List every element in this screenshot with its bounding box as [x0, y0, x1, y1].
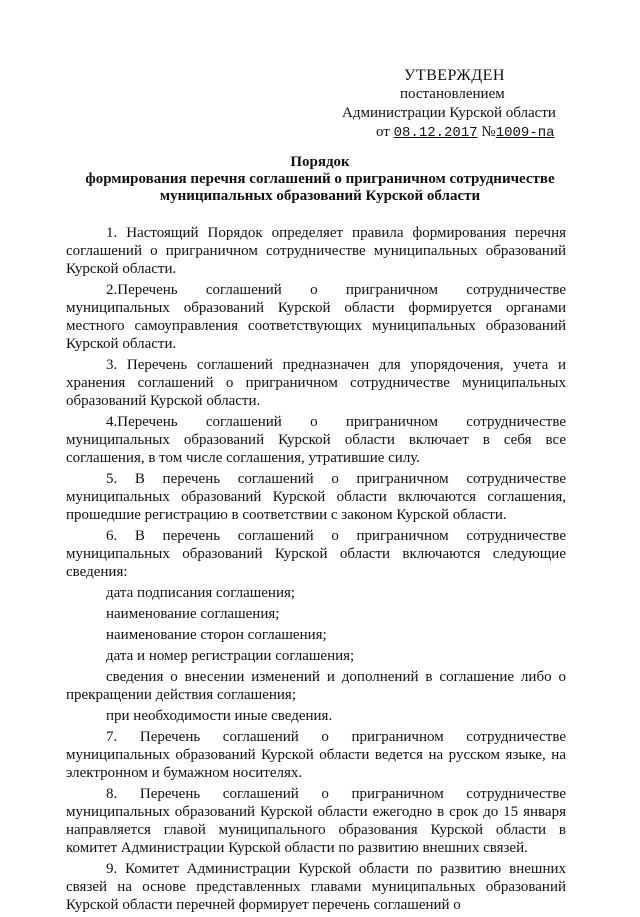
list-item-other: при необходимости иные сведения. [106, 708, 333, 724]
paragraph-6: 6. В перечень соглашений о приграничном сотрудничестве муниципальных образований Курской области включаются следующие сведения: [66, 528, 566, 580]
paragraph-8: 8. Перечень соглашений о приграничном сотрудничестве муниципальных образований Курской области ежегодно в срок до 15 января направляется главой муниципального образования Курской области в комитет Администрации Курской области по развитию внешних связей. [66, 786, 566, 856]
approval-title: УТВЕРЖДЕН [404, 67, 505, 84]
paragraph-9: 9. Комитет Администрации Курской области по развитию внешних связей на основе представленных главами муниципальных образований Курской области перечней формирует перечень соглашений о [66, 861, 566, 913]
approval-date-line [340, 123, 580, 143]
paragraph-3: 3. Перечень соглашений предназначен для упорядочения, учета и хранения соглашений о приграничном сотрудничестве муниципальных образований Курской области. [66, 357, 566, 409]
approval-line-administration: Администрации Курской области [342, 105, 556, 121]
paragraph-5: 5. В перечень соглашений о приграничном сотрудничестве муниципальных образований Курской области включаются соглашения, прошедшие регистрацию в соответствии с законом Курской области. [66, 471, 566, 523]
number-prefix: № [481, 124, 496, 140]
document-body [66, 224, 566, 917]
paragraph-4: 4.Перечень соглашений о приграничном сотрудничестве муниципальных образований Курской области включает в себя все соглашения, в том числе соглашения, утратившие силу. [66, 414, 566, 466]
approval-number: 1009-па [495, 125, 555, 141]
list-item-agreement-name: наименование соглашения; [106, 606, 280, 622]
title-line-3: муниципальных образований Курской области [159, 188, 481, 204]
document-title [62, 154, 578, 205]
paragraph-1: 1. Настоящий Порядок определяет правила формирования перечня соглашений о приграничном сотрудничестве муниципальных образований Курской области. [66, 225, 566, 277]
approval-line-resolution: постановлением [400, 86, 505, 102]
paragraph-7: 7. Перечень соглашений о приграничном сотрудничестве муниципальных образований Курской области ведется на русском языке, на электронном и бумажном носителях. [66, 729, 566, 781]
list-item-signing-date: дата подписания соглашения; [106, 585, 296, 601]
paragraph-2: 2.Перечень соглашений о приграничном сотрудничестве муниципальных образований Курской области формируется органами местного самоуправления соответствующих муниципальных образований Курской области. [66, 282, 566, 352]
title-line-1: Порядок [290, 154, 350, 170]
date-prefix: от [376, 124, 390, 140]
list-item-registration: дата и номер регистрации соглашения; [106, 648, 355, 664]
list-item-amendments: сведения о внесении изменений и дополнений в соглашение либо о прекращении действия соглашения; [66, 669, 566, 703]
approval-date: 08.12.2017 [393, 125, 478, 141]
title-line-2: формирования перечня соглашений о приграничном сотрудничестве [85, 171, 555, 187]
list-item-parties: наименование сторон соглашения; [106, 627, 327, 643]
approval-stamp [340, 66, 580, 143]
